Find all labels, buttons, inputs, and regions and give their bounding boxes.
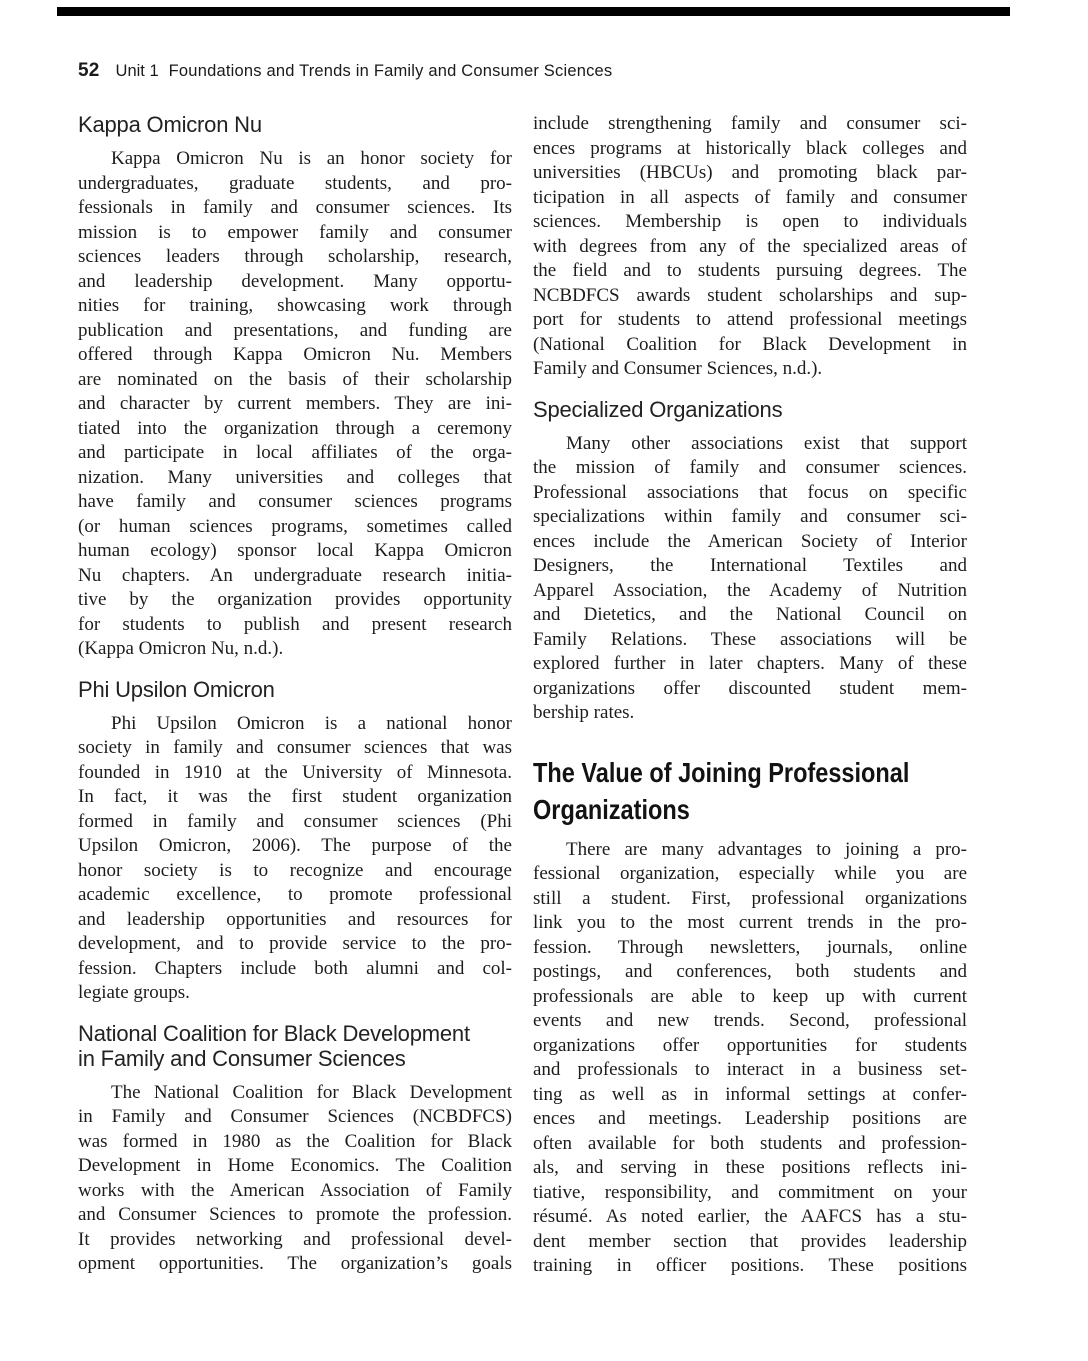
body-text-line: publication and presentations, and funding are — [78, 319, 512, 341]
body-text-line: tiated into the organization through a ceremony — [78, 417, 512, 439]
heading-line: Phi Upsilon Omicron — [78, 676, 275, 702]
body-text-line: academic excellence, to promote professional — [78, 884, 512, 905]
body-text-line: and leadership opportunities and resources for — [78, 908, 512, 930]
body-text-line: postings, and conferences, both students and — [533, 961, 967, 982]
body-text-line: fession. Chapters include both alumni and col- — [78, 957, 512, 979]
paragraph — [533, 838, 967, 1279]
body-text-line: (or human sciences programs, sometimes called — [78, 515, 512, 537]
body-text-line: sciences leaders through scholarship, research, — [78, 246, 512, 267]
section-heading — [533, 397, 967, 422]
body-text-line: with degrees from any of the specialized areas of — [533, 235, 967, 257]
body-text-line: Apparel Association, the Academy of Nutrition — [533, 579, 967, 601]
body-text-line: dent member section that provides leadership — [533, 1230, 967, 1252]
body-text-line: ticipation in all aspects of family and consumer — [533, 186, 967, 208]
body-text-line: NCBDFCS awards student scholarships and sup- — [533, 284, 967, 306]
body-text-line: formed in family and consumer sciences (Phi — [78, 810, 512, 832]
body-text-line: ences include the American Society of Interior — [533, 530, 967, 552]
two-column-text-area — [78, 112, 967, 1279]
body-text-line: It provides networking and professional devel- — [78, 1228, 512, 1250]
body-text-line: and Consumer Sciences to promote the profession. — [78, 1204, 512, 1225]
body-text-line: Upsilon Omicron, 2006). The purpose of the — [78, 835, 512, 856]
paragraph — [533, 432, 967, 726]
running-title: Foundations and Trends in Family and Consumer Sciences — [168, 62, 613, 80]
paragraph — [78, 147, 512, 662]
body-text-line: Nu chapters. An undergraduate research initia- — [78, 564, 512, 586]
text-section — [78, 677, 512, 1006]
body-text-line: résumé. As noted earlier, the AAFCS has a stu- — [533, 1206, 967, 1227]
body-text-line: specializations within family and consumer sci- — [533, 506, 967, 527]
body-text-line: ences programs at historically black colleges and — [533, 137, 967, 159]
body-text-line: opment opportunities. The organization’s goals — [78, 1253, 512, 1274]
body-text-line: Family Relations. These associations will be — [533, 628, 967, 650]
body-text-line: nization. Many universities and colleges that — [78, 466, 512, 488]
major-section-heading — [533, 754, 989, 828]
section-heading — [78, 112, 512, 137]
body-text-line: port for students to attend professional meetings — [533, 309, 967, 330]
body-text-line: for students to publish and present research — [78, 613, 512, 635]
body-text-line: bership rates. — [533, 702, 635, 723]
body-text-line: often available for both students and profession- — [533, 1132, 967, 1154]
body-text-line: Professional associations that focus on specific — [533, 481, 967, 503]
body-text-line: fessional organization, especially while you are — [533, 863, 967, 884]
body-text-line: organizations offer opportunities for students — [533, 1034, 967, 1056]
body-text-line: tiative, responsibility, and commitment on your — [533, 1181, 967, 1203]
body-text-line: Family and Consumer Sciences, n.d.). — [533, 358, 823, 379]
body-text-line: universities (HBCUs) and promoting black par- — [533, 162, 967, 183]
body-text-line: founded in 1910 at the University of Minnesota. — [78, 761, 512, 783]
body-text-line: fessionals in family and consumer sciences. Its — [78, 197, 512, 218]
paragraph — [78, 1081, 512, 1277]
right-column — [533, 112, 967, 1279]
heading-line: Organizations — [533, 793, 690, 825]
body-text-line: development, and to provide service to the pro- — [78, 933, 512, 954]
body-text-line: Many other associations exist that support — [566, 432, 967, 454]
page-top-rule — [57, 7, 1010, 16]
body-text-line: was formed in 1980 as the Coalition for Black — [78, 1130, 512, 1152]
body-text-line: sciences. Membership is open to individuals — [533, 211, 967, 232]
body-text-line: Kappa Omicron Nu is an honor society for — [111, 148, 512, 169]
body-text-line: There are many advantages to joining a pro- — [566, 838, 967, 860]
body-text-line: professionals are able to keep up with current — [533, 985, 967, 1007]
body-text-line: have family and consumer sciences programs — [78, 491, 512, 512]
body-text-line: and leadership development. Many opportu- — [78, 270, 512, 292]
paragraph — [78, 712, 512, 1006]
body-text-line: mission is to empower family and consumer — [78, 221, 512, 243]
body-text-line: tive by the organization provides opportunity — [78, 589, 512, 610]
text-section — [533, 397, 967, 726]
text-section — [78, 112, 512, 662]
body-text-line: Phi Upsilon Omicron is a national honor — [111, 712, 512, 734]
heading-line: in Family and Consumer Sciences — [78, 1045, 406, 1071]
section-heading — [78, 677, 512, 702]
body-text-line: are nominated on the basis of their scholarship — [78, 368, 512, 390]
body-text-line: link you to the most current trends in the pro- — [533, 912, 967, 933]
body-text-line: ting as well as in informal settings at confer- — [533, 1083, 967, 1105]
body-text-line: als, and serving in these positions reflects ini- — [533, 1157, 967, 1178]
heading-line: The Value of Joining Professional — [533, 756, 910, 788]
left-column — [78, 112, 512, 1279]
body-text-line: explored further in later chapters. Many of these — [533, 653, 967, 674]
text-section — [533, 112, 967, 382]
body-text-line: society in family and consumer sciences that was — [78, 737, 512, 758]
page-header — [78, 60, 612, 82]
body-text-line: In fact, it was the first student organization — [78, 786, 512, 807]
body-text-line: offered through Kappa Omicron Nu. Members — [78, 344, 512, 365]
body-text-line: Designers, the International Textiles and — [533, 555, 967, 576]
body-text-line: nities for training, showcasing work through — [78, 295, 512, 316]
body-text-line: and participate in local affiliates of the orga- — [78, 442, 512, 463]
section-heading — [78, 1021, 512, 1071]
body-text-line: and Dietetics, and the National Council on — [533, 604, 967, 625]
body-text-line: honor society is to recognize and encourage — [78, 859, 512, 881]
body-text-line: and professionals to interact in a business set- — [533, 1059, 967, 1080]
body-text-line: the field and to students pursuing degrees. The — [533, 260, 967, 281]
body-text-line: (Kappa Omicron Nu, n.d.). — [78, 638, 284, 659]
unit-label: Unit 1 — [115, 62, 159, 80]
body-text-line: human ecology) sponsor local Kappa Omicron — [78, 540, 512, 561]
body-text-line: include strengthening family and consumer sci- — [533, 113, 967, 134]
body-text-line: still a student. First, professional organizations — [533, 887, 967, 909]
heading-line: National Coalition for Black Development — [78, 1020, 470, 1046]
heading-line: Specialized Organizations — [533, 396, 783, 422]
body-text-line: Development in Home Economics. The Coalition — [78, 1155, 512, 1176]
body-text-line: the mission of family and consumer sciences. — [533, 457, 967, 478]
body-text-line: ences and meetings. Leadership positions are — [533, 1108, 967, 1129]
text-section — [78, 1021, 512, 1277]
body-text-line: and character by current members. They are ini- — [78, 393, 512, 414]
body-text-line: legiate groups. — [78, 982, 190, 1003]
page-number: 52 — [78, 60, 100, 81]
body-text-line: organizations offer discounted student mem- — [533, 677, 967, 699]
body-text-line: works with the American Association of Family — [78, 1179, 512, 1201]
body-text-line: events and new trends. Second, professional — [533, 1010, 967, 1031]
paragraph — [533, 112, 967, 382]
body-text-line: The National Coalition for Black Development — [111, 1081, 512, 1103]
body-text-line: fession. Through newsletters, journals, online — [533, 936, 967, 958]
body-text-line: (National Coalition for Black Development in — [533, 333, 967, 355]
text-section — [533, 754, 967, 1279]
body-text-line: training in officer positions. These positions — [533, 1255, 967, 1276]
heading-line: Kappa Omicron Nu — [78, 112, 262, 137]
body-text-line: undergraduates, graduate students, and pro- — [78, 172, 512, 194]
body-text-line: in Family and Consumer Sciences (NCBDFCS) — [78, 1106, 512, 1127]
